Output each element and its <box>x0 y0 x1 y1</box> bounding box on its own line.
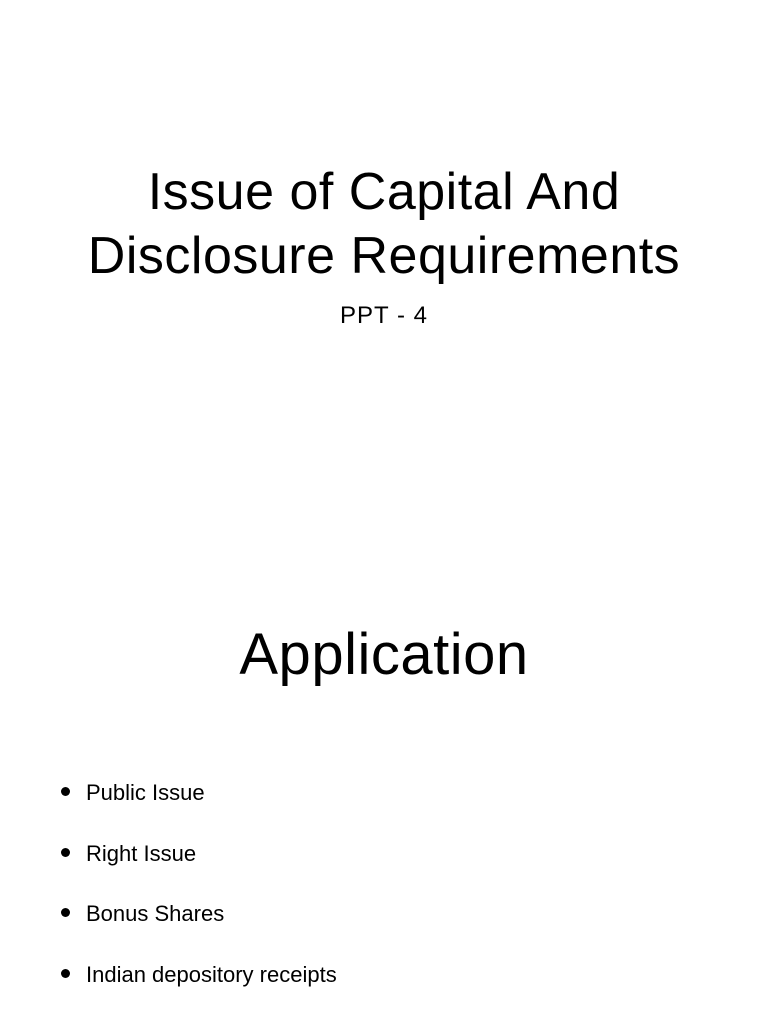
list-item-text: Right Issue <box>86 840 197 866</box>
slide-title-line-2: Disclosure Requirements <box>87 227 681 285</box>
list-item-text: Bonus Shares <box>86 901 225 926</box>
slide-title <box>0 160 768 288</box>
slide-subtitle: PPT - 4 <box>340 302 428 329</box>
list-item-text: Public Issue <box>86 780 205 805</box>
bullet-icon <box>61 787 70 796</box>
bullet-icon <box>61 908 70 917</box>
bullet-icon <box>61 969 70 978</box>
section-title: Application <box>239 622 529 687</box>
bullet-icon <box>61 848 70 857</box>
slide-title-line-1: Issue of Capital And <box>147 163 621 221</box>
list-item-text: Indian depository receipts <box>86 961 337 987</box>
